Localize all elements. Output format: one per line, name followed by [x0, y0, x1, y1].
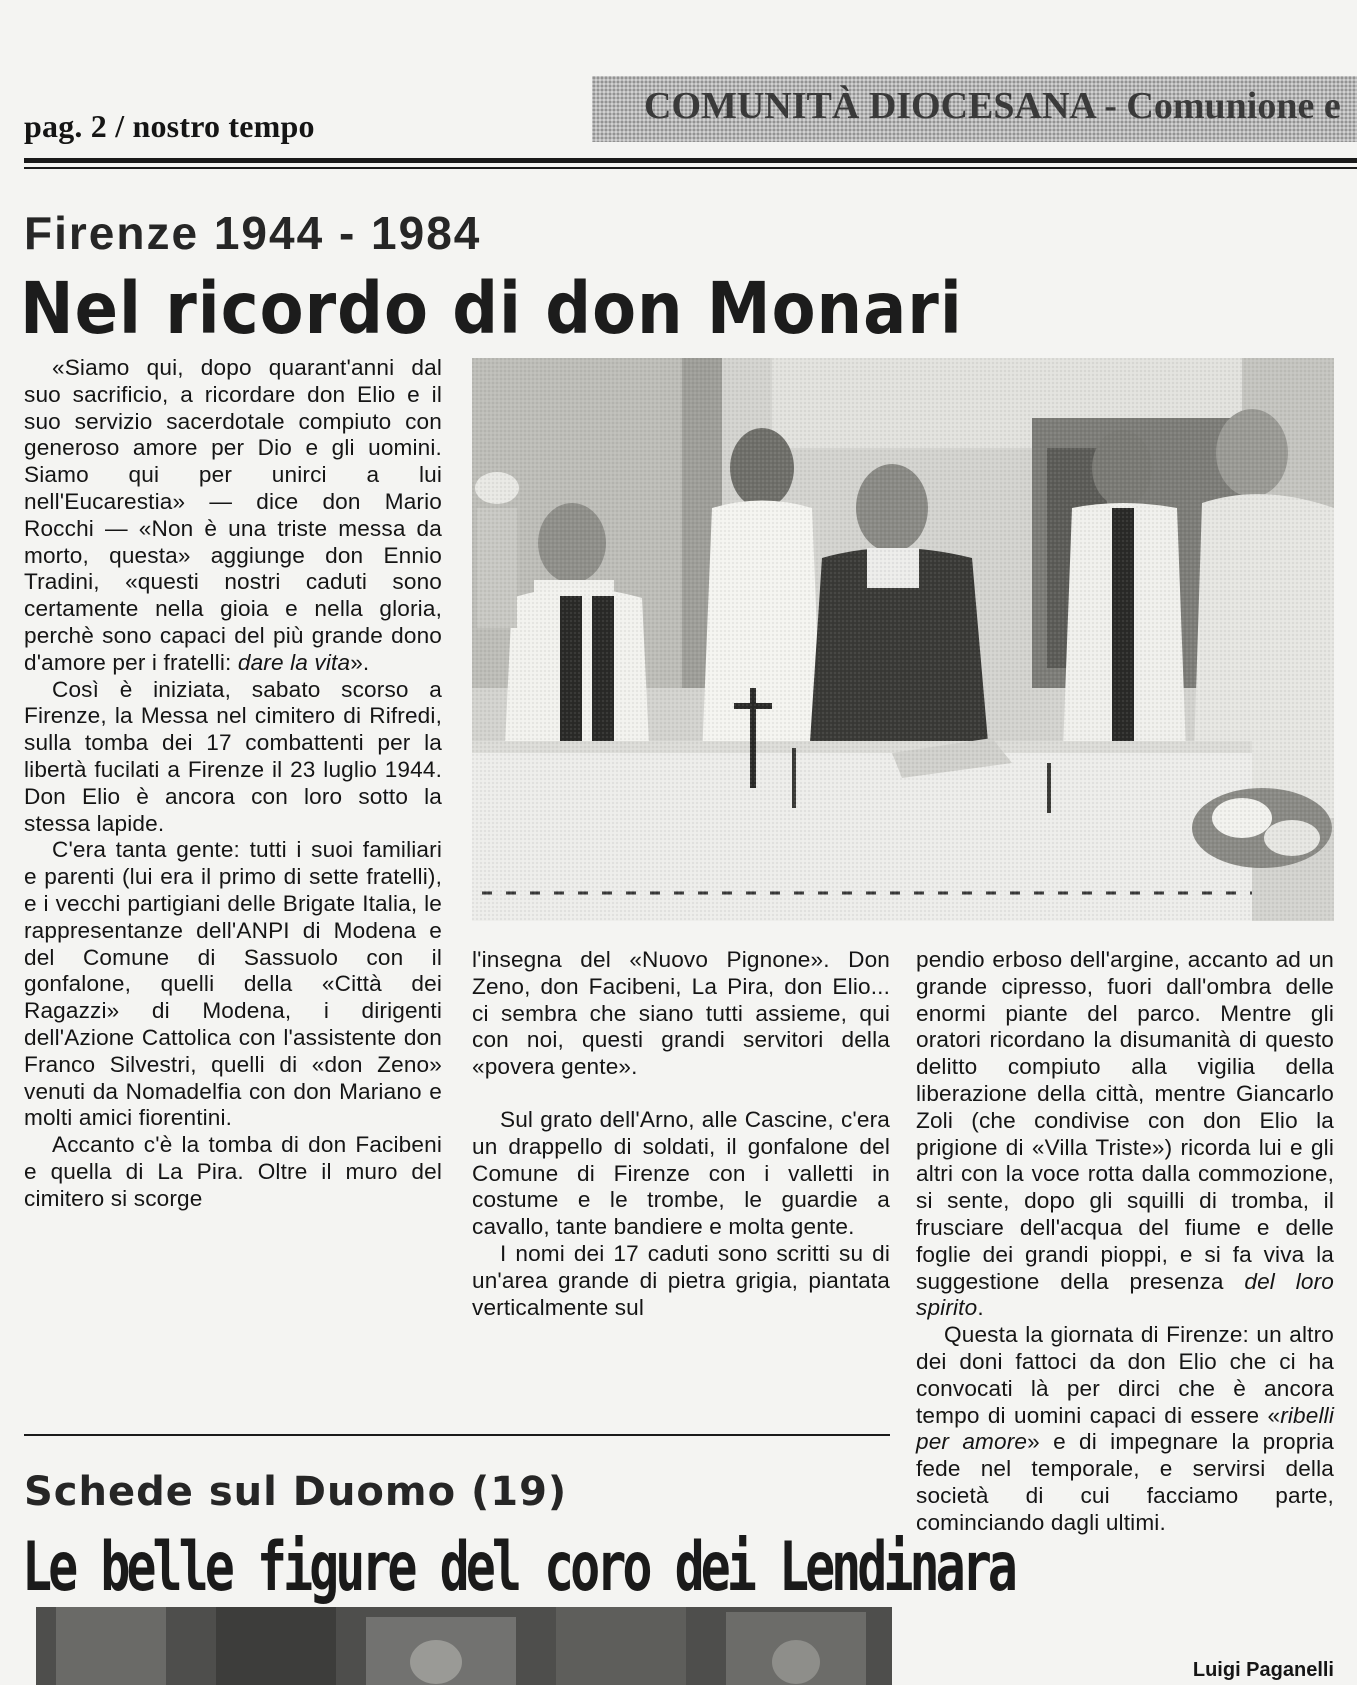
article-column-2	[472, 947, 890, 1321]
article2-photo	[36, 1607, 892, 1685]
article-kicker: Firenze 1944 - 1984	[24, 207, 482, 259]
article-column-1	[24, 355, 442, 1213]
byline: Luigi Paganelli	[1192, 1659, 1334, 1681]
section-banner	[592, 76, 1357, 142]
paragraph: «Siamo qui, dopo quarant'anni dal suo sacrificio, a ricordare don Elio e il suo servizio sacerdotale compiuto con generoso amore per Dio e gli uomini. Siamo qui per unirci a lui nell'Eucarestia» — dice don Mario Rocchi — «Non è una triste messa da morto, questa» aggiunge don Ennio Tradini, «questi nostri caduti sono certamente nella gioia e nella gloria, perchè sono capaci del più grande dono d'amore per i fratelli: dare la vita».	[24, 355, 442, 675]
article-divider	[24, 1434, 890, 1436]
section-label: COMUNITÀ DIOCESANA - Comunione e	[644, 85, 1341, 127]
article2-headline: Le belle figure del coro dei Lendinara	[22, 1528, 1014, 1607]
paragraph: pendio erboso dell'argine, accanto ad un grande cipresso, fuori dall'ombra delle enormi piante del parco. Mentre gli oratori ricordano la disumanità di questo delitto compiuto alla vigilia della liberazione della città, mentre Giancarlo Zoli (che condivise con don Elio la prigione di «Villa Triste») ricorda lui e gli altri con la voce rotta dalla commozione, si sente, dopo gli squilli di tromba, il frusciare dell'acqua del fiume e delle foglie dei grandi pioppi, e si fa viva la suggestione della presenza del loro spirito.	[916, 947, 1334, 1321]
paragraph: Così è iniziata, sabato scorso a Firenze, la Messa nel cimitero di Rifredi, sulla tomba dei 17 combattenti per la libertà fucilati a Firenze il 23 luglio 1944. Don Elio è ancora con loro sotto la stessa lapide.	[24, 676, 442, 836]
paragraph: l'insegna del «Nuovo Pignone». Don Zeno, don Facibeni, La Pira, don Elio... ci sembra che siano tutti assieme, qui con noi, questi grandi servitori della «povera gente».	[472, 947, 890, 1080]
duomo-choir-photo	[36, 1607, 892, 1685]
header-rule-thin	[24, 167, 1357, 169]
header-rule	[24, 158, 1357, 163]
paragraph: Accanto c'è la tomba di don Facibeni e quella di La Pira. Oltre il muro del cimitero si scorge	[24, 1132, 442, 1211]
article-headline: Nel ricordo di don Monari	[20, 268, 963, 351]
paragraph: Sul grato dell'Arno, alle Cascine, c'era un drappello di soldati, il gonfalone del Comune di Firenze con i valletti in costume e le trombe, le guardie a cavallo, tante bandiere e molta gente.	[472, 1106, 890, 1240]
paragraph: I nomi dei 17 caduti sono scritti su di un'area grande di pietra grigia, piantata verticalmente sul	[472, 1240, 890, 1320]
paragraph: C'era tanta gente: tutti i suoi familiari e parenti (lui era il primo di sette fratelli), e i vecchi partigiani delle Brigate Italia, le rappresentanze dell'ANPI di Modena e del Comune di Sassuolo con il gonfalone, quelli della «Città dei Ragazzi» di Modena, i dirigenti dell'Azione Cattolica con l'assistente don Franco Silvestri, quelli di «don Zeno» venuti da Nomadelfia con don Mariano e molti amici fiorentini.	[24, 837, 442, 1131]
article2-kicker: Schede sul Duomo (19)	[24, 1469, 568, 1515]
page-label: pag. 2 / nostro tempo	[24, 108, 315, 144]
article-column-3	[916, 947, 1334, 1537]
paragraph: Questa la giornata di Firenze: un altro dei doni fattoci da don Elio che ci ha convocati là per dirci che è ancora tempo di uomini capaci di essere «ribelli per amore» e di impegnare la propria fede nel temporale, e servirsi della società di cui facciamo parte, cominciando dagli ultimi.	[916, 1322, 1335, 1535]
priests-at-altar-photo	[472, 358, 1334, 921]
article-photo	[472, 358, 1334, 921]
